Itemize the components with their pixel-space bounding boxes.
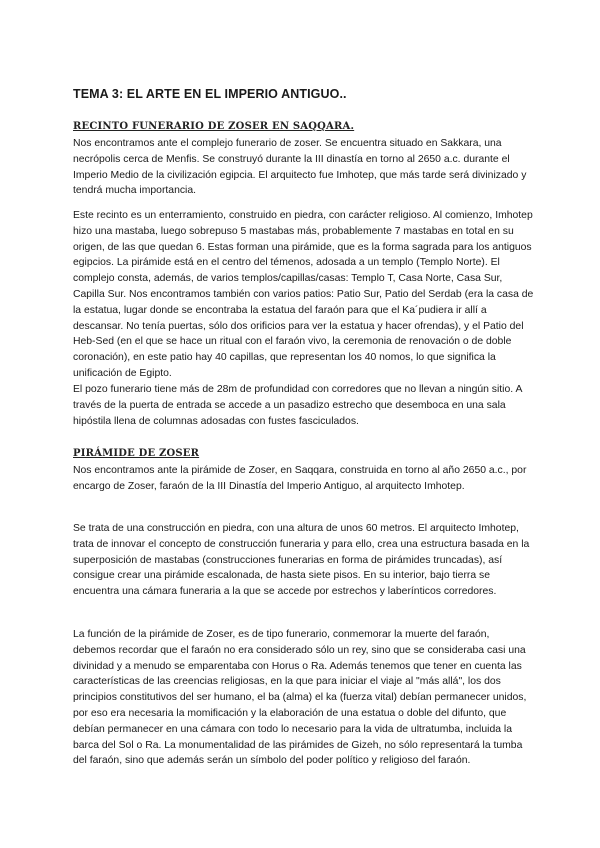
section-heading-piramide: PIRÁMIDE DE ZOSER (73, 448, 200, 459)
paragraph: Nos encontramos ante la pirámide de Zoser, en Saqqara, construida en torno al año 2650 a.c., por encargo de Zoser, faraón de la III Dinastía del Imperio Antiguo, al arquitecto Imhotep. (73, 465, 527, 492)
paragraph: La función de la pirámide de Zoser, es de tipo funerario, conmemorar la muerte del faraón, debemos recordar que el faraón no era considerado sólo un rey, sino que se consideraba casi una divinidad y a menudo se emparentaba con Horus o Ra. Además tenemos que tener en cuenta las características de las creencias religiosas, en la que para iniciar el viaje al "más allá", los dos principios constitutivos del ser humano, el ba (alma) el ka (fuerza vital) debían permanecer unidos, por eso era necesaria la momificación y la elaboración de una estatua o doble del difunto, que debían permanecer en una cámara con todo lo necesario para la vida de ultratumba, incluida la barca del Sol o Ra. La monumentalidad de las pirámides de Gizeh, no sólo representará la tumba del faraón, sino que además serán un símbolo del poder político y religioso del faraón. (73, 629, 527, 767)
paragraph: Nos encontramos ante el complejo funerario de zoser. Se encuentra situado en Sakkara, una necrópolis cerca de Menfis. Se construyó durante la III dinastía en torno al 2650 a.c. durante el Imperio Medio de la civilización egipcia. El arquitecto fue Imhotep, que más tarde será divinizado y tendrá mucha importancia. (73, 138, 527, 197)
paragraph: El pozo funerario tiene más de 28m de profundidad con corredores que no llevan a ningún sitio. A través de la puerta de entrada se accede a un pasadizo estrecho que desemboca en una sala hipóstila llena de columnas adosadas con fustes fasciculados. (73, 384, 522, 427)
document-title: TEMA 3: EL ARTE EN EL IMPERIO ANTIGUO.. (73, 87, 347, 101)
paragraph: Este recinto es un enterramiento, construido en piedra, con carácter religioso. Al comienzo, Imhotep hizo una mastaba, luego sobrepuso 5 mastabas más, probablemente 7 mastabas en total en su origen, de las que quedan 6. Estas forman una pirámide, que es la forma sagrada para los antiguos egipcios. La pirámide está en el centro del témenos, adosada a un templo (Templo Norte). El complejo consta, además, de varios templos/capillas/casas: Templo T, Casa Norte, Casa Sur, Capilla Sur. Nos encontramos también con varios patios: Patio Sur, Patio del Serdab (era la casa de la estatua, lugar donde se encontraba la estatua del faraón para que el Ka´pudiera ir allí a descansar. No tenía puertas, sólo dos orificios para ver la estatua y hacer ofrendas), y el Patio del Heb-Sed (en el que se hace un ritual con el faraón vivo, la ceremonia de renovación o de doble coronación), en este patio hay 40 capillas, que representan los 40 nomos, lo que significa la unificación de Egipto. (73, 210, 534, 379)
paragraph: Se trata de una construcción en piedra, con una altura de unos 60 metros. El arquitecto Imhotep, trata de innovar el concepto de construcción funeraria y para ello, crea una estructura basada en la superposición de mastabas (construcciones funerarias en forma de pirámides truncadas), así consigue crear una pirámide escalonada, de hasta siete pisos. En su interior, bajo tierra se encuentra una cámara funeraria a la que se accede por estrechos y laberínticos corredores. (73, 523, 530, 598)
section-heading-recinto: RECINTO FUNERARIO DE ZOSER EN SAQQARA. (73, 121, 355, 132)
